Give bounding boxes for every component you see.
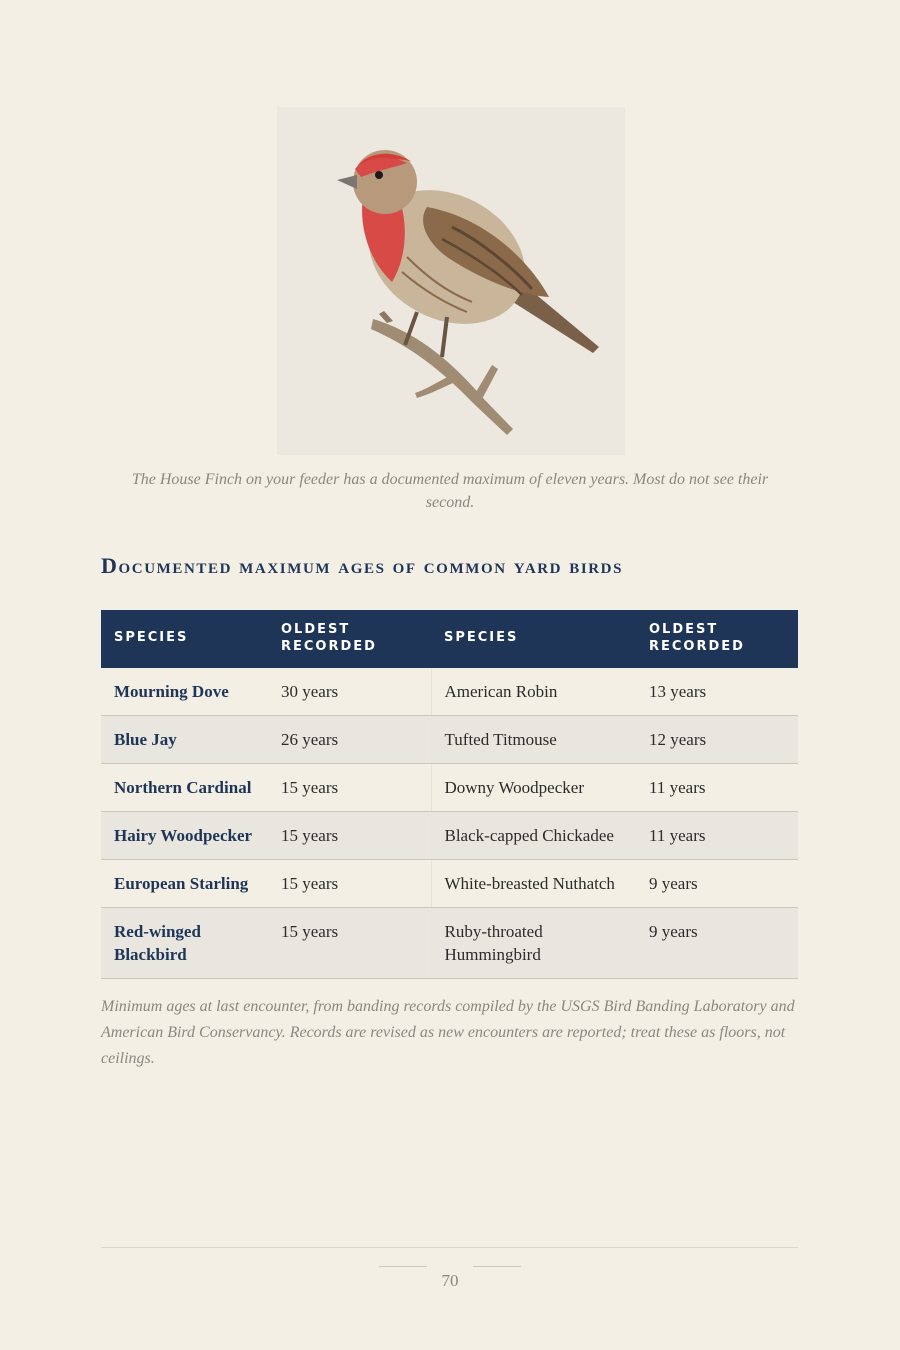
species-name: Blue Jay [101,716,268,764]
species-name: White-breasted Nuthatch [431,860,636,908]
section-title: Documented maximum ages of common yard birds [101,553,624,578]
header-species: SPECIES [431,610,636,668]
page-number: 70 [441,1271,459,1290]
max-age: 15 years [268,764,431,812]
species-name: European Starling [101,860,268,908]
table-row [101,908,798,979]
max-age: 30 years [268,668,431,716]
species-name: Ruby-throated Hummingbird [431,908,636,979]
header-oldest-recorded: OLDEST RECORDED [268,610,431,668]
max-age: 11 years [636,764,798,812]
max-age: 9 years [636,860,798,908]
footer-divider [101,1247,798,1248]
table-row [101,716,798,764]
species-name: Northern Cardinal [101,764,268,812]
table-row [101,860,798,908]
folio-ornament-left [379,1266,427,1267]
max-age: 15 years [268,908,431,979]
max-age: 11 years [636,812,798,860]
table-row [101,764,798,812]
folio-ornament-right [473,1266,521,1267]
header-oldest-recorded: OLDEST RECORDED [636,610,798,668]
species-name: Red-winged Blackbird [101,908,268,979]
max-age: 15 years [268,812,431,860]
max-age: 9 years [636,908,798,979]
species-name: Black-capped Chickadee [431,812,636,860]
table-row [101,668,798,716]
max-age: 15 years [268,860,431,908]
figure-caption: The House Finch on your feeder has a documented maximum of eleven years. Most do not see their second. [131,471,769,511]
max-age: 26 years [268,716,431,764]
species-name: American Robin [431,668,636,716]
table-row [101,812,798,860]
species-name: Tufted Titmouse [431,716,636,764]
house-finch-illustration [277,107,625,455]
species-name: Mourning Dove [101,668,268,716]
table-header [101,610,798,668]
max-age: 12 years [636,716,798,764]
bird-ages-table [101,610,798,979]
max-age: 13 years [636,668,798,716]
header-species: SPECIES [101,610,268,668]
species-name: Downy Woodpecker [431,764,636,812]
table-footnote: Minimum ages at last encounter, from banding records compiled by the USGS Bird Banding Laboratory and American Bird Conservancy. Records are revised as new encounters are reported; treat these as floors, not ceilings. [101,998,795,1067]
species-name: Hairy Woodpecker [101,812,268,860]
